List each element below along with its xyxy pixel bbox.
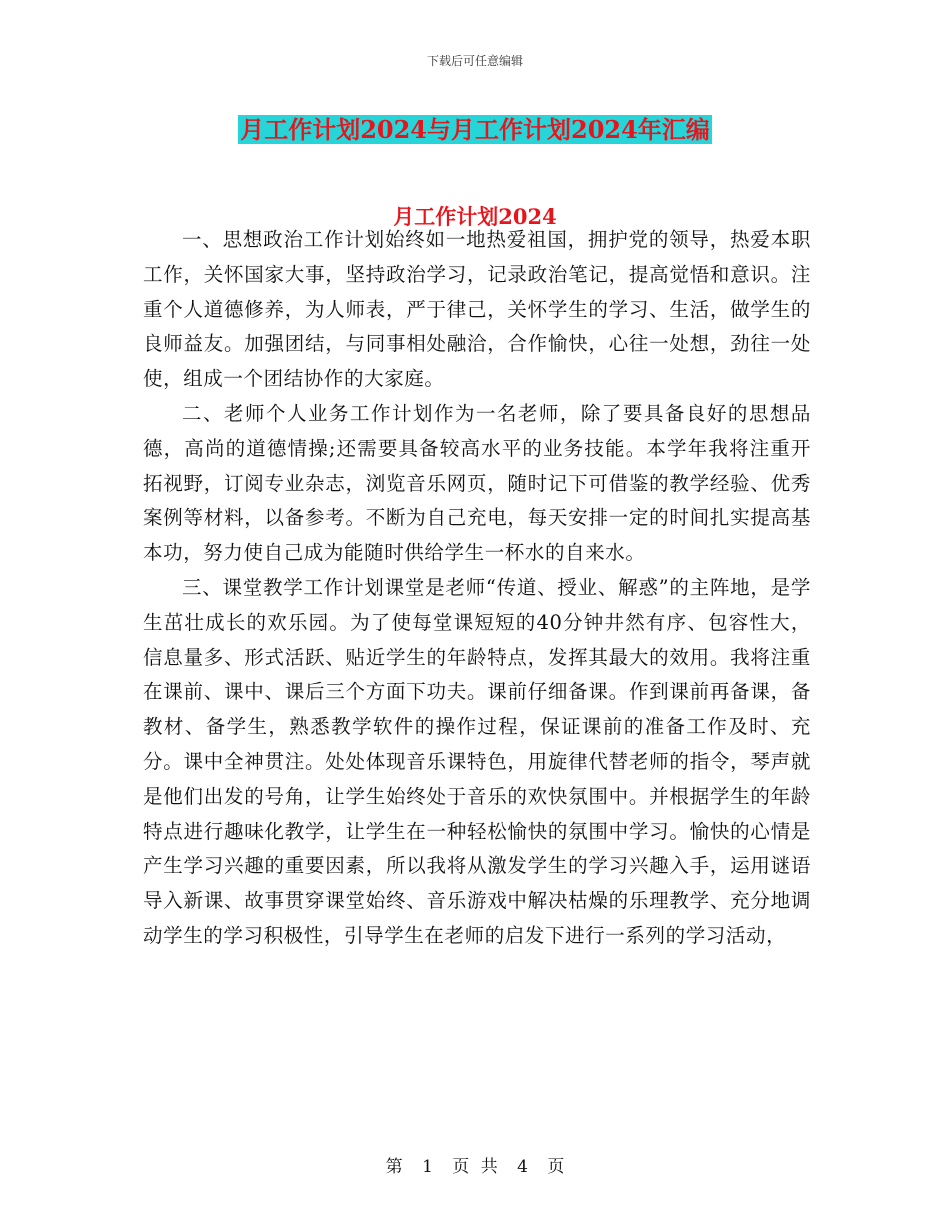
footer-page-number: 1: [422, 1157, 433, 1177]
paragraph-3: 三、课堂教学工作计划课堂是老师“传道、授业、解惑”的主阵地，是学生茁壮成长的欢乐园。为了使每堂课短短的40分钟井然有序、包容性大，信息量多、形式活跃、贴近学生的年龄特点，发挥其最大的效用。我将注重在课前、课中、课后三个方面下功夫。课前仔细备课。作到课前再备课，备教材、备学生，熟悉教学软件的操作过程，保证课前的准备工作及时、充分。课中全神贯注。处处体现音乐课特色，用旋律代替老师的指令，琴声就是他们出发的号角，让学生始终处于音乐的欢快氛围中。并根据学生的年龄特点进行趣味化教学，让学生在一种轻松愉快的氛围中学习。愉快的心情是产生学习兴趣的重要因素，所以我将从激发学生的学习兴趣入手，运用谜语导入新课、故事贯穿课堂始终、音乐游戏中解决枯燥的乐理教学、充分地调动学生的学习积极性，引导学生在老师的启发下进行一系列的学习活动，: [143, 575, 811, 947]
page-footer: [0, 1152, 950, 1177]
document-title-text: 月工作计划2024与月工作计划2024年汇编: [240, 115, 710, 144]
paragraph-2: 二、老师个人业务工作计划作为一名老师，除了要具备良好的思想品德，高尚的道德情操;还需要具备较高水平的业务技能。本学年我将注重开拓视野，订阅专业杂志，浏览音乐网页，随时记下可借鉴的教学经验、优秀案例等材料，以备参考。不断为自己充电，每天安排一定的时间扎实提高基本功，努力使自己成为能随时供给学生一杯水的自来水。: [143, 401, 811, 565]
section-title: 月工作计划2024: [393, 204, 557, 229]
footer-mid: 页 共: [452, 1157, 498, 1177]
paragraph-1: 一、思想政治工作计划始终如一地热爱祖国，拥护党的领导，热爱本职工作，关怀国家大事，坚持政治学习，记录政治笔记，提高觉悟和意识。注重个人道德修养，为人师表，严于律己，关怀学生的学习、生活，做学生的良师益友。加强团结，与同事相处融洽，合作愉快，心往一处想，劲往一处使，组成一个团结协作的大家庭。: [143, 228, 811, 391]
document-title: [0, 113, 950, 147]
document-body: [143, 223, 811, 954]
page-header-note: 下载后可任意编辑: [426, 54, 523, 68]
footer-page-total: 4: [517, 1157, 528, 1177]
footer-suffix: 页: [547, 1157, 565, 1177]
footer-prefix: 第: [385, 1157, 403, 1177]
